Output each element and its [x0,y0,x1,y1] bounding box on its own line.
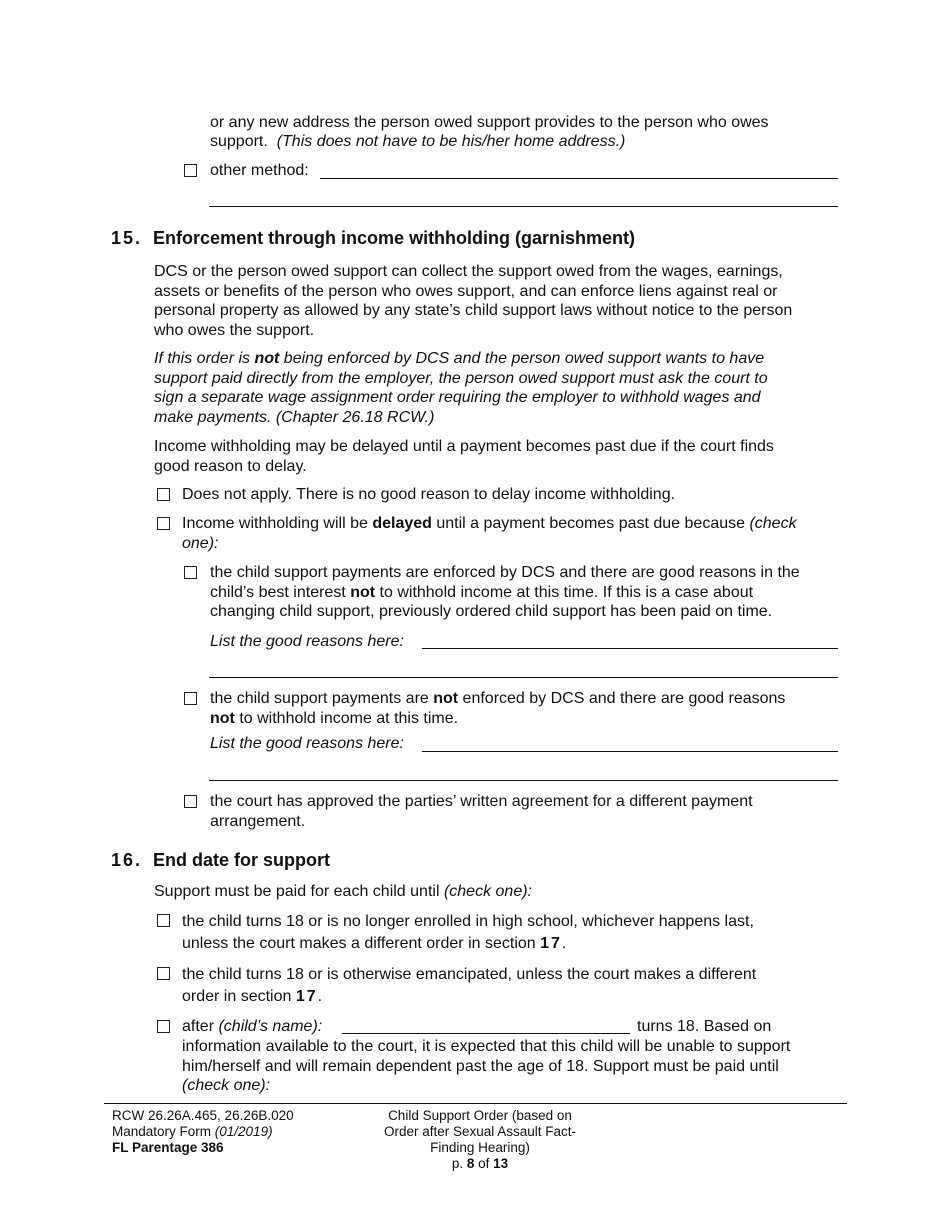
section-16-number: 16. [111,850,143,870]
section-16-intro: Support must be paid for each child until (check one): [154,883,532,900]
footer-rcw: RCW 26.26A.465, 26.26B.020 [112,1108,294,1123]
sub2-reasons-input-line-1[interactable] [422,751,838,752]
section-15-heading [111,228,635,249]
section-15-number: 15. [111,228,143,248]
dcs-enforced-reasons-label: the child support payments are enforced by DCS and there are good reasons in the child’s best interest not to withhold income at this time. If this is a case about changing child support, previously ordered child support has been paid on time. [210,564,800,620]
not-dcs-reasons-label: the child support payments are not enforced by DCS and there are good reasons not to withhold income at this time. [210,690,786,727]
footer-left [112,1108,294,1156]
section-16-heading [111,850,330,871]
footer-divider [104,1103,847,1104]
written-agreement-checkbox[interactable] [184,795,197,808]
sub2-reasons-input-line-2[interactable] [209,780,838,781]
other-method-input-line-1[interactable] [320,178,838,179]
sub1-reasons-input-line-1[interactable] [422,648,838,649]
sub1-reasons-input-line-2[interactable] [209,677,838,678]
continuation-line-2: support. (This does not have to be his/her home address.) [210,133,626,150]
footer-form-id: FL Parentage 386 [112,1140,224,1155]
other-method-input-line-2[interactable] [209,206,838,207]
footer-mandatory-form: Mandatory Form (01/2019) [112,1124,273,1139]
does-not-apply-label: Does not apply. There is no good reason to delay income withholding. [182,486,676,503]
end-after-child-turns-18: turns 18. Based on [637,1018,772,1035]
section-15-title: Enforcement through income withholding (garnishment) [153,228,636,248]
end-emancipated-label: the child turns 18 or is otherwise emancipated, unless the court makes a different order in section 17. [182,966,757,1005]
does-not-apply-checkbox[interactable] [157,488,170,501]
section-15-para-1: DCS or the person owed support can collect the support owed from the wages, earnings, assets or benefits of the person who owes support, and can enforce liens against real or personal property as allowed by any state’s child support laws without notice to the person who owes the support. [154,263,793,339]
footer-center: Child Support Order (based on Order after Sexual Assault Fact- Finding Hearing) p. 8 of 13 [360,1108,600,1172]
end-emancipated-checkbox[interactable] [157,967,170,980]
section-16-title: End date for support [153,850,331,870]
other-method-label: other method: [210,162,309,179]
sub2-reasons-label: List the good reasons here: [210,735,404,752]
dcs-enforced-reasons-checkbox[interactable] [184,566,197,579]
section-15-para-2: If this order is not being enforced by DCS and the person owed support wants to have support paid directly from the employer, the person owed support must ask the court to sign a separate wage assignment order requiring the employer to withhold wages and make payments. (Chapter 26.18 RCW.) [154,350,768,426]
written-agreement-label: the court has approved the parties’ written agreement for a different payment arrangement. [210,793,753,830]
end-high-school-checkbox[interactable] [157,914,170,927]
not-dcs-reasons-checkbox[interactable] [184,692,197,705]
withholding-delayed-label: Income withholding will be delayed until a payment becomes past due because (check one): [182,515,797,552]
end-after-child-checkbox[interactable] [157,1020,170,1033]
other-method-checkbox[interactable] [184,164,197,177]
end-after-child-line-1: after (child’s name): [182,1018,323,1035]
withholding-delayed-checkbox[interactable] [157,517,170,530]
continuation-line-1: or any new address the person owed support provides to the person who owes [210,114,769,131]
page-number: p. 8 of 13 [451,1156,509,1171]
end-after-child-continued: information available to the court, it is expected that this child will be unable to support him/herself and will remain dependent past the age of 18. Support must be paid until (check one): [182,1038,791,1094]
end-high-school-label: the child turns 18 or is no longer enrolled in high school, whichever happens last, unless the court makes a different order in section 17. [182,913,754,952]
sub1-reasons-label: List the good reasons here: [210,633,404,650]
section-15-para-3: Income withholding may be delayed until a payment becomes past due if the court finds good reason to delay. [154,438,774,475]
child-name-input-line[interactable] [342,1033,630,1034]
